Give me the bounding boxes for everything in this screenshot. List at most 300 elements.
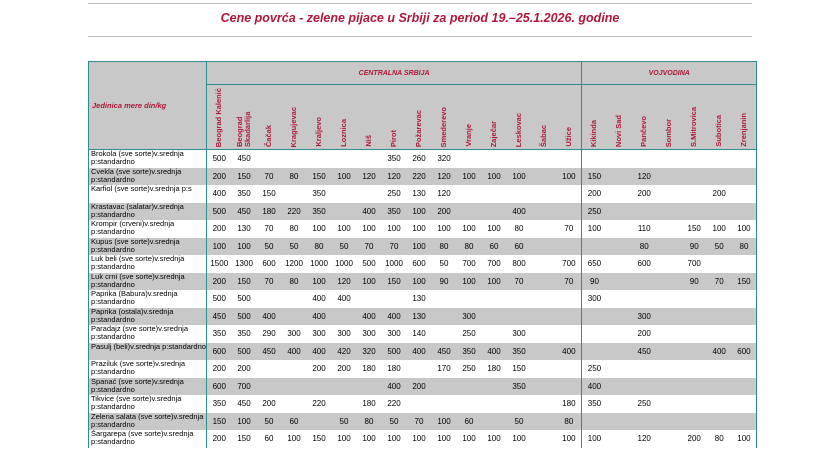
- price-cell: [257, 150, 282, 168]
- table-row: [89, 203, 757, 221]
- price-cell: 50: [707, 238, 732, 256]
- price-cell: [607, 255, 632, 273]
- price-cell: 60: [264, 434, 274, 444]
- price-cell: [507, 290, 532, 308]
- price-cell: 300: [362, 329, 376, 339]
- product-name: Zelena salata (sve sorte)v.srednja p:standardno: [89, 413, 207, 431]
- city-label: Leskovac: [514, 112, 523, 147]
- price-cell: [582, 413, 607, 431]
- price-cell: 500: [212, 154, 226, 164]
- price-cell: [482, 203, 507, 221]
- price-cell: 350: [587, 399, 602, 409]
- price-cell: 50: [257, 238, 282, 256]
- price-cell: [332, 203, 357, 221]
- price-cell: 350: [507, 343, 532, 361]
- city-label: Požarevac: [414, 109, 423, 147]
- price-cell: [607, 430, 632, 448]
- price-cell: 100: [412, 434, 426, 444]
- city-header: [707, 85, 732, 150]
- price-cell: [732, 150, 757, 168]
- price-cell: 1500: [210, 259, 229, 269]
- price-cell: [682, 325, 707, 343]
- price-cell: 400: [257, 308, 282, 326]
- city-label: Loznica: [339, 119, 348, 147]
- price-cell: 450: [232, 203, 257, 221]
- price-cell: [432, 308, 457, 326]
- price-cell: [382, 290, 407, 308]
- price-cell: [682, 150, 707, 168]
- price-cell: 70: [557, 220, 582, 238]
- price-cell: 600: [732, 343, 757, 361]
- price-cell: 260: [412, 154, 426, 164]
- price-cell: 250: [462, 329, 476, 339]
- price-cell: [532, 150, 557, 168]
- price-cell: [607, 413, 632, 431]
- price-cell: 120: [632, 168, 657, 186]
- city-header: [732, 85, 757, 150]
- price-cell: 250: [582, 203, 607, 221]
- price-cell: 150: [382, 273, 407, 291]
- product-name: Brokola (sve sorte)v.srednja p:standardno: [89, 150, 207, 168]
- price-cell: 90: [432, 273, 457, 291]
- price-cell: [607, 185, 632, 203]
- city-header: [532, 85, 557, 150]
- price-cell: 120: [332, 273, 357, 291]
- price-cell: 400: [307, 343, 332, 361]
- price-cell: 80: [557, 413, 582, 431]
- price-cell: 100: [437, 224, 451, 234]
- table-row: [89, 150, 757, 168]
- price-cell: [407, 395, 432, 413]
- price-cell: [332, 395, 357, 413]
- city-header: [432, 85, 457, 150]
- price-cell: 1000: [385, 259, 403, 269]
- price-cell: 1200: [285, 259, 303, 269]
- city-label: Beograd Skadarlija: [235, 111, 252, 147]
- price-cell: [557, 150, 582, 168]
- table-row: [89, 343, 757, 361]
- price-cell: 90: [582, 273, 607, 291]
- price-cell: [707, 255, 732, 273]
- price-cell: 100: [337, 224, 351, 234]
- city-header: [657, 85, 682, 150]
- price-cell: [657, 360, 682, 378]
- price-cell: [532, 413, 557, 431]
- table-row: [89, 273, 757, 291]
- price-cell: [257, 290, 282, 308]
- price-cell: [707, 290, 732, 308]
- city-header: [207, 85, 232, 150]
- price-cell: 200: [262, 399, 276, 409]
- price-cell: 100: [587, 224, 602, 234]
- price-cell: 90: [682, 238, 707, 256]
- price-cell: [557, 378, 582, 396]
- price-cell: 700: [557, 255, 582, 273]
- price-cell: 650: [587, 259, 602, 269]
- price-cell: [532, 360, 557, 378]
- price-cell: 180: [557, 395, 582, 413]
- city-label: Smederevo: [439, 106, 448, 147]
- price-cell: [607, 325, 632, 343]
- price-cell: [532, 308, 557, 326]
- price-cell: [632, 378, 657, 396]
- price-cell: [307, 378, 332, 396]
- price-cell: 600: [207, 343, 232, 361]
- price-cell: 250: [637, 399, 651, 409]
- city-label: Čačak: [264, 124, 273, 147]
- price-cell: [332, 378, 357, 396]
- price-cell: [707, 395, 732, 413]
- price-cell: 80: [282, 168, 307, 186]
- price-cell: 450: [237, 399, 251, 409]
- top-rule: [88, 3, 752, 4]
- price-cell: 100: [457, 273, 482, 291]
- price-cell: [307, 413, 332, 431]
- price-cell: [457, 185, 482, 203]
- price-cell: 800: [512, 259, 526, 269]
- price-cell: [632, 413, 657, 431]
- price-cell: [532, 343, 557, 361]
- price-cell: 400: [312, 294, 326, 304]
- price-cell: [632, 203, 657, 221]
- price-cell: [607, 378, 632, 396]
- price-cell: 320: [437, 154, 451, 164]
- price-cell: 150: [307, 168, 332, 186]
- price-cell: [657, 308, 682, 326]
- price-cell: 600: [637, 259, 651, 269]
- table-row: [89, 378, 757, 396]
- price-cell: 50: [439, 259, 449, 269]
- price-cell: 400: [582, 378, 607, 396]
- price-cell: [532, 220, 557, 238]
- price-cell: 250: [462, 364, 476, 374]
- city-header: [332, 85, 357, 150]
- price-cell: 150: [687, 224, 701, 234]
- product-name: Cvekla (sve sorte)v.srednja p:standardno: [89, 168, 207, 186]
- price-cell: 180: [362, 399, 376, 409]
- price-cell: 200: [312, 364, 326, 374]
- city-label: Užice: [564, 127, 574, 147]
- price-cell: 100: [362, 434, 376, 444]
- price-cell: 220: [282, 203, 307, 221]
- table-row: [89, 308, 757, 326]
- city-header: [582, 85, 607, 150]
- city-header: [407, 85, 432, 150]
- city-header: [632, 85, 657, 150]
- price-cell: 220: [312, 399, 326, 409]
- price-cell: [357, 185, 382, 203]
- table-row: [89, 185, 757, 203]
- price-cell: [607, 343, 632, 361]
- price-cell: [532, 430, 557, 448]
- price-cell: [682, 290, 707, 308]
- price-cell: [707, 360, 732, 378]
- product-name: Luk crni (sve sorte)v.srednja p:standardno: [89, 273, 207, 291]
- city-header: [557, 85, 582, 150]
- price-cell: [632, 360, 657, 378]
- price-cell: 300: [337, 329, 351, 339]
- price-cell: 400: [357, 308, 382, 326]
- price-cell: 180: [362, 364, 376, 374]
- price-cell: 100: [732, 430, 757, 448]
- city-label: Beograd Kaleniċ: [214, 87, 223, 147]
- price-cell: 70: [264, 224, 274, 234]
- price-cell: 1300: [235, 259, 253, 269]
- price-cell: [657, 220, 682, 238]
- price-cell: [657, 430, 682, 448]
- price-cell: 80: [514, 224, 524, 234]
- price-cell: 100: [487, 434, 501, 444]
- price-cell: 500: [237, 294, 251, 304]
- price-cell: [482, 150, 507, 168]
- price-cell: [457, 378, 482, 396]
- price-cell: [657, 255, 682, 273]
- price-cell: 700: [687, 259, 701, 269]
- price-cell: [732, 203, 757, 221]
- price-cell: [532, 273, 557, 291]
- price-cell: [557, 325, 582, 343]
- price-cell: [607, 273, 632, 291]
- price-cell: 100: [587, 434, 602, 444]
- price-cell: [582, 308, 607, 326]
- price-cell: 100: [312, 224, 326, 234]
- price-cell: 200: [687, 434, 701, 444]
- price-cell: [657, 185, 682, 203]
- price-cell: [557, 290, 582, 308]
- price-cell: 400: [382, 308, 407, 326]
- price-cell: [532, 325, 557, 343]
- price-cell: 220: [407, 168, 432, 186]
- price-cell: 350: [212, 399, 226, 409]
- price-cell: 60: [457, 413, 482, 431]
- price-cell: 450: [632, 343, 657, 361]
- price-cell: 400: [337, 294, 351, 304]
- price-cell: [457, 150, 482, 168]
- price-cell: 100: [387, 434, 401, 444]
- price-cell: 80: [282, 273, 307, 291]
- price-cell: 50: [257, 413, 282, 431]
- price-cell: 200: [237, 364, 251, 374]
- price-cell: 60: [482, 238, 507, 256]
- city-label: Novi Sad: [614, 114, 624, 147]
- price-cell: 400: [707, 343, 732, 361]
- price-cell: [707, 308, 732, 326]
- price-cell: [482, 378, 507, 396]
- price-cell: 350: [237, 329, 251, 339]
- product-name: Paprika (Babura)v.srednja p:standardno: [89, 290, 207, 308]
- price-cell: 250: [387, 189, 401, 199]
- price-cell: 300: [312, 329, 326, 339]
- price-cell: [657, 203, 682, 221]
- price-cell: [282, 360, 307, 378]
- price-cell: 180: [487, 364, 501, 374]
- price-cell: [532, 378, 557, 396]
- price-cell: 100: [407, 273, 432, 291]
- price-cell: [682, 395, 707, 413]
- price-cell: 200: [637, 329, 651, 339]
- price-cell: 50: [282, 238, 307, 256]
- price-cell: 120: [382, 168, 407, 186]
- city-label: Niš: [364, 135, 373, 147]
- price-cell: 100: [487, 224, 501, 234]
- price-cell: 200: [587, 189, 602, 199]
- price-cell: [432, 395, 457, 413]
- price-cell: [732, 185, 757, 203]
- price-cell: [707, 203, 732, 221]
- price-cell: 150: [732, 273, 757, 291]
- price-cell: 70: [407, 413, 432, 431]
- price-cell: 180: [257, 203, 282, 221]
- price-cell: [607, 395, 632, 413]
- city-header: [507, 85, 532, 150]
- product-name: Praziluk (sve sorte)v.srednja p:standardno: [89, 360, 207, 378]
- price-cell: [357, 150, 382, 168]
- product-name: Pasulj (beli)v.srednja p:standardno: [89, 343, 207, 361]
- price-cell: 200: [407, 378, 432, 396]
- price-cell: [482, 185, 507, 203]
- price-cell: [332, 308, 357, 326]
- price-cell: 80: [432, 238, 457, 256]
- price-cell: [432, 378, 457, 396]
- price-cell: 80: [714, 434, 724, 444]
- price-cell: 450: [432, 343, 457, 361]
- price-cell: [482, 413, 507, 431]
- table-row: [89, 220, 757, 238]
- city-header: [482, 85, 507, 150]
- price-cell: [532, 255, 557, 273]
- price-cell: 400: [407, 343, 432, 361]
- price-cell: [657, 150, 682, 168]
- price-cell: [607, 308, 632, 326]
- price-cell: [507, 308, 532, 326]
- price-cell: [457, 395, 482, 413]
- price-cell: 100: [412, 224, 426, 234]
- price-cell: [732, 168, 757, 186]
- price-cell: 130: [412, 189, 426, 199]
- price-cell: [532, 290, 557, 308]
- price-cell: 110: [637, 224, 651, 234]
- city-label: Subotica: [714, 115, 724, 147]
- price-cell: [657, 378, 682, 396]
- price-cell: 120: [437, 189, 451, 199]
- price-cell: 220: [387, 399, 401, 409]
- price-cell: [682, 308, 707, 326]
- price-cell: [532, 168, 557, 186]
- price-cell: [407, 360, 432, 378]
- price-cell: 100: [287, 434, 301, 444]
- price-cell: [332, 185, 357, 203]
- price-cell: [582, 343, 607, 361]
- price-cell: 120: [637, 434, 651, 444]
- price-cell: 200: [207, 168, 232, 186]
- price-cell: [657, 273, 682, 291]
- table-row: [89, 238, 757, 256]
- price-cell: 150: [262, 189, 276, 199]
- table-row: [89, 413, 757, 431]
- price-cell: [357, 290, 382, 308]
- city-header: [282, 85, 307, 150]
- price-cell: 90: [682, 273, 707, 291]
- price-cell: 150: [207, 413, 232, 431]
- price-cell: [632, 290, 657, 308]
- price-cell: [657, 168, 682, 186]
- price-cell: 80: [307, 238, 332, 256]
- city-label: Sombor: [664, 118, 674, 147]
- price-cell: 350: [237, 189, 251, 199]
- price-cell: 70: [357, 238, 382, 256]
- price-cell: [507, 185, 532, 203]
- price-cell: 80: [632, 238, 657, 256]
- price-cell: [557, 308, 582, 326]
- price-cell: 150: [512, 364, 526, 374]
- price-cell: [582, 150, 607, 168]
- price-cell: 500: [212, 294, 226, 304]
- price-cell: 100: [462, 224, 476, 234]
- price-cell: 200: [212, 224, 226, 234]
- price-cell: [607, 238, 632, 256]
- price-cell: 100: [482, 273, 507, 291]
- price-cell: 150: [237, 434, 251, 444]
- product-name: Šargarepa (sve sorte)v.srednja p:standardno: [89, 430, 207, 448]
- price-cell: [282, 308, 307, 326]
- price-cell: [607, 290, 632, 308]
- price-cell: 100: [437, 434, 451, 444]
- price-cell: 300: [287, 329, 301, 339]
- price-cell: [607, 150, 632, 168]
- price-cell: 300: [512, 329, 526, 339]
- price-cell: 400: [557, 343, 582, 361]
- price-cell: [432, 290, 457, 308]
- price-cell: 450: [237, 154, 251, 164]
- price-cell: 400: [212, 189, 226, 199]
- city-label: Vranje: [464, 124, 473, 147]
- table-row: [89, 168, 757, 186]
- price-cell: 100: [407, 238, 432, 256]
- price-cell: 400: [307, 308, 332, 326]
- price-cell: 80: [457, 238, 482, 256]
- price-cell: 400: [357, 203, 382, 221]
- price-cell: 700: [487, 259, 501, 269]
- table-row: [89, 290, 757, 308]
- price-cell: 1000: [310, 259, 328, 269]
- price-cell: 600: [262, 259, 276, 269]
- price-cell: [582, 238, 607, 256]
- price-cell: 450: [207, 308, 232, 326]
- price-cell: [732, 308, 757, 326]
- price-cell: 60: [507, 238, 532, 256]
- city-header: [382, 85, 407, 150]
- city-label: Zrenjanin: [739, 113, 749, 147]
- price-cell: [332, 150, 357, 168]
- price-cell: 300: [632, 308, 657, 326]
- price-cell: [682, 203, 707, 221]
- price-cell: 100: [332, 168, 357, 186]
- price-cell: 450: [257, 343, 282, 361]
- price-cell: [557, 203, 582, 221]
- product-name: Paprika (ostala)v.srednja p:standardno: [89, 308, 207, 326]
- price-cell: [632, 150, 657, 168]
- city-header: [682, 85, 707, 150]
- price-cell: [557, 185, 582, 203]
- price-cell: 100: [507, 168, 532, 186]
- price-cell: 400: [482, 343, 507, 361]
- price-cell: [582, 325, 607, 343]
- price-cell: [657, 325, 682, 343]
- price-cell: 350: [387, 154, 401, 164]
- price-cell: 100: [732, 220, 757, 238]
- city-label: Kraljevo: [314, 117, 323, 147]
- product-name: Krastavac (salatar)v.srednja p:standardno: [89, 203, 207, 221]
